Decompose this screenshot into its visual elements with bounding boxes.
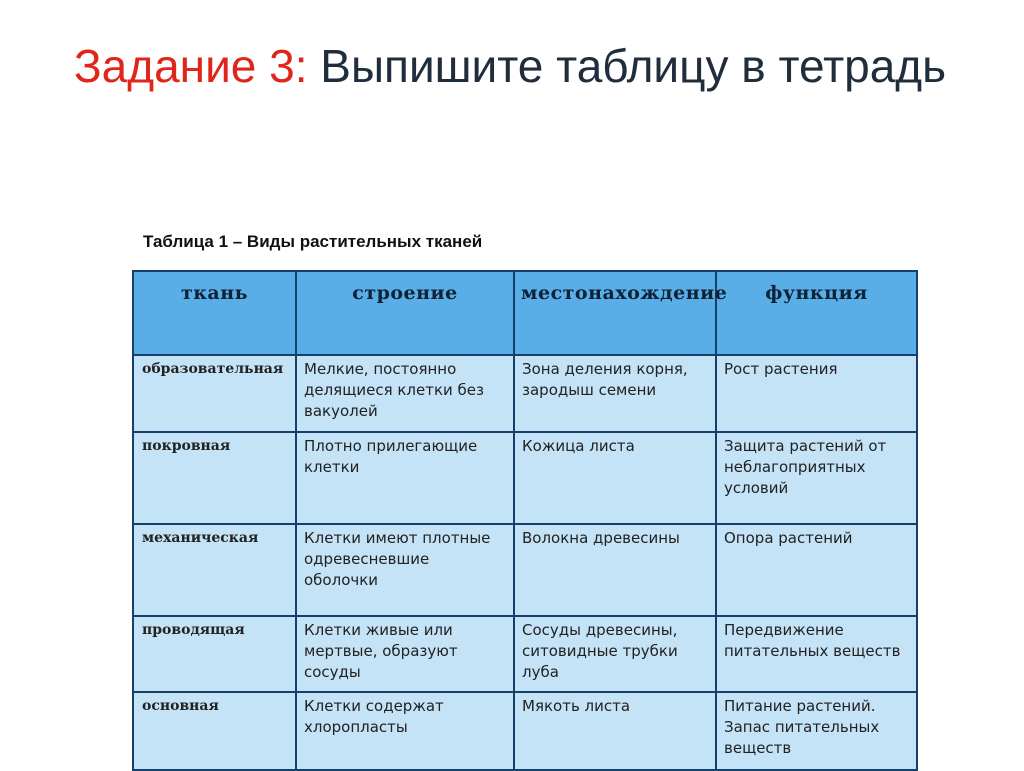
table-row — [133, 524, 917, 616]
tissue-name-cell: покровная — [133, 432, 296, 524]
structure-cell: Клетки живые или мертвые, образуют сосуды — [296, 616, 514, 692]
structure-cell: Клетки имеют плотные одревесневшие оболочки — [296, 524, 514, 616]
location-cell: Сосуды древесины, ситовидные трубки луба — [514, 616, 716, 692]
location-cell: Кожица листа — [514, 432, 716, 524]
tissue-name-cell: механическая — [133, 524, 296, 616]
function-cell: Защита растений от неблагоприятных условий — [716, 432, 917, 524]
structure-cell: Клетки содержат хлоропласты — [296, 692, 514, 770]
tissue-name-cell: проводящая — [133, 616, 296, 692]
task-text: Выпишите таблицу в тетрадь — [320, 40, 947, 92]
header-cell-tissue: ткань — [133, 271, 296, 355]
header-cell-structure: строение — [296, 271, 514, 355]
structure-cell: Плотно прилегающие клетки — [296, 432, 514, 524]
table-caption: Таблица 1 – Виды растительных тканей — [143, 232, 483, 251]
tissue-name-cell: основная — [133, 692, 296, 770]
function-cell: Передвижение питательных веществ — [716, 616, 917, 692]
structure-cell: Мелкие, постоянно делящиеся клетки без вакуолей — [296, 355, 514, 432]
plant-tissues-table — [132, 270, 918, 771]
function-cell: Рост растения — [716, 355, 917, 432]
location-cell: Волокна древесины — [514, 524, 716, 616]
function-cell: Питание растений. Запас питательных веществ — [716, 692, 917, 770]
tissue-name-cell: образовательная — [133, 355, 296, 432]
header-cell-function: функция — [716, 271, 917, 355]
table-row — [133, 616, 917, 692]
header-row — [133, 271, 917, 355]
header-cell-location: местонахождение — [514, 271, 716, 355]
slide-title — [60, 36, 960, 96]
location-cell: Мякоть листа — [514, 692, 716, 770]
table-row — [133, 692, 917, 770]
table-row — [133, 355, 917, 432]
function-cell: Опора растений — [716, 524, 917, 616]
task-label: Задание 3: — [73, 40, 308, 92]
table-row — [133, 432, 917, 524]
location-cell: Зона деления корня, зародыш семени — [514, 355, 716, 432]
